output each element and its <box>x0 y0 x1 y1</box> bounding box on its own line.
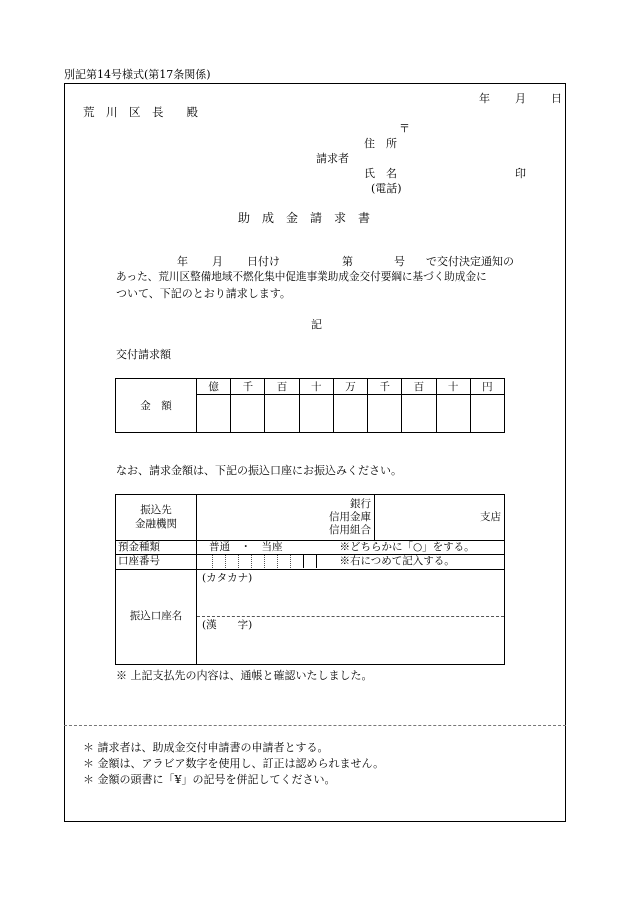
body-line3: ついて、下記のとおり請求します。 <box>116 287 291 300</box>
amount-digit-cell[interactable] <box>402 395 436 433</box>
form-label: 別記第14号様式(第17条関係) <box>64 68 211 81</box>
bank-type-shinkin: 信用金庫 <box>329 510 371 523</box>
account-number-cell[interactable] <box>197 555 505 570</box>
form-frame <box>64 83 566 822</box>
body-line1-rest: で交付決定通知の <box>426 255 514 268</box>
deposit-type-cell[interactable] <box>197 541 505 555</box>
amount-digit-cell[interactable] <box>197 395 231 433</box>
amount-digit-cell[interactable] <box>299 395 333 433</box>
amount-digit-cell[interactable] <box>265 395 299 433</box>
deposit-type-label: 預金種類 <box>116 541 197 555</box>
address-label: 住 所 <box>364 137 397 150</box>
amount-digit-cell[interactable] <box>436 395 470 433</box>
kanji-label: (漢 字) <box>202 618 253 631</box>
body-go: 号 <box>394 255 405 268</box>
date-year-label: 年 <box>479 92 490 105</box>
account-digit-box[interactable] <box>226 555 239 568</box>
account-digit-box[interactable] <box>291 555 304 568</box>
unit-hyaku: 百 <box>402 379 436 395</box>
bank-table <box>115 494 505 665</box>
deposit-options[interactable]: 普通 ・ 当座 <box>209 541 283 553</box>
date-day-label: 日 <box>551 92 562 105</box>
unit-juu-man: 十 <box>299 379 333 395</box>
katakana-field[interactable] <box>197 570 504 617</box>
unit-sen: 千 <box>368 379 402 395</box>
unit-sen-man: 千 <box>231 379 265 395</box>
amount-digit-cell[interactable] <box>368 395 402 433</box>
confirm-note: ※ 上記支払先の内容は、通帳と確認いたしました。 <box>116 669 373 682</box>
unit-man: 万 <box>333 379 367 395</box>
account-number-label: 口座番号 <box>116 555 197 570</box>
amount-digit-cell[interactable] <box>231 395 265 433</box>
document-title: 助 成 金 請 求 書 <box>238 211 371 225</box>
bank-label-cell <box>116 495 197 541</box>
phone-label: (電話) <box>371 182 402 195</box>
unit-hyaku-man: 百 <box>265 379 299 395</box>
account-digit-box[interactable] <box>213 555 226 568</box>
branch-label: 支店 <box>480 510 501 523</box>
katakana-label: (カタカナ) <box>202 571 253 584</box>
kanji-field[interactable] <box>197 617 504 632</box>
seal-mark: 印 <box>515 167 526 180</box>
postal-mark: 〒 <box>399 122 410 135</box>
ki-label: 記 <box>311 318 322 331</box>
account-digit-box[interactable] <box>252 555 265 568</box>
account-digit-box[interactable] <box>200 555 213 568</box>
footnote-2: ＊ 金額は、アラビア数字を使用し、訂正は認められません。 <box>83 757 385 770</box>
account-note: ※右につめて記入する。 <box>339 555 455 568</box>
bank-label-line2: 金融機関 <box>135 517 177 530</box>
unit-oku: 億 <box>197 379 231 395</box>
body-line2: あった、荒川区整備地域不燃化集中促進事業助成金交付要綱に基づく助成金に <box>116 271 487 283</box>
applicant-role-label: 請求者 <box>316 152 349 165</box>
body-dai: 第 <box>342 255 353 268</box>
name-label: 氏 名 <box>364 167 397 180</box>
deposit-note: ※どちらかに「○」をする。 <box>339 541 475 553</box>
unit-juu: 十 <box>436 379 470 395</box>
transfer-note: なお、請求金額は、下記の振込口座にお振込みください。 <box>116 464 402 477</box>
body-month: 月 <box>212 255 223 268</box>
account-holder-label: 振込口座名 <box>116 569 197 664</box>
amount-table <box>115 378 505 433</box>
account-digit-box[interactable] <box>278 555 291 568</box>
bank-type-kumiai: 信用組合 <box>329 524 371 537</box>
amount-section-label: 交付請求額 <box>116 348 171 361</box>
bank-label-line1: 振込先 <box>140 504 172 517</box>
account-digit-box[interactable] <box>304 555 317 568</box>
amount-row-label: 金 額 <box>116 379 197 433</box>
unit-en: 円 <box>470 379 504 395</box>
footnote-3: ＊ 金額の頭書に「¥」の記号を併記してください。 <box>83 773 336 786</box>
account-digit-box[interactable] <box>239 555 252 568</box>
bank-type-bank: 銀行 <box>350 497 371 510</box>
body-date-suffix: 日付け <box>247 255 280 268</box>
amount-digit-cell[interactable] <box>333 395 367 433</box>
footnote-1: ＊ 請求者は、助成金交付申請書の申請者とする。 <box>83 741 329 754</box>
bank-name-cell[interactable] <box>197 495 375 541</box>
body-year: 年 <box>177 255 188 268</box>
date-month-label: 月 <box>515 92 526 105</box>
footnote-separator <box>64 725 566 726</box>
branch-cell[interactable] <box>375 495 505 541</box>
addressee: 荒 川 区 長 殿 <box>83 105 198 119</box>
amount-digit-cell[interactable] <box>470 395 504 433</box>
account-holder-cell[interactable] <box>197 569 505 664</box>
account-digit-box[interactable] <box>265 555 278 568</box>
